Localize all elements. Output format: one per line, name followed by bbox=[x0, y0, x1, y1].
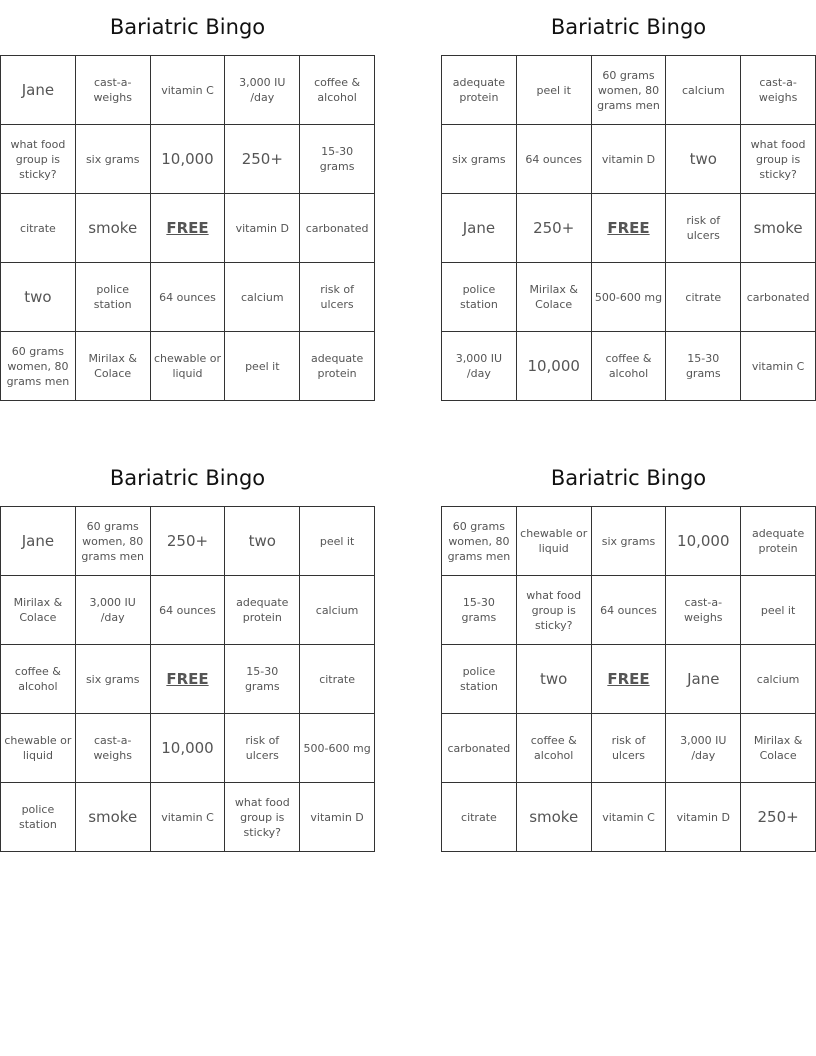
bingo-cell: 3,000 IU /day bbox=[75, 576, 150, 645]
grid-row bbox=[442, 125, 816, 194]
bingo-cell: 250+ bbox=[150, 507, 225, 576]
bingo-cell: peel it bbox=[300, 507, 375, 576]
bingo-cell: carbonated bbox=[442, 714, 517, 783]
bingo-cell: Mirilax & Colace bbox=[1, 576, 76, 645]
bingo-card-2 bbox=[441, 0, 816, 401]
bingo-cell: 10,000 bbox=[150, 714, 225, 783]
bingo-cell: police station bbox=[442, 263, 517, 332]
bingo-cell: Mirilax & Colace bbox=[741, 714, 816, 783]
grid-row bbox=[1, 507, 375, 576]
bingo-cell: Jane bbox=[442, 194, 517, 263]
bingo-cell: chewable or liquid bbox=[516, 507, 591, 576]
bingo-cell: 10,000 bbox=[150, 125, 225, 194]
bingo-cell: what food group is sticky? bbox=[225, 783, 300, 852]
bingo-cell: 500-600 mg bbox=[591, 263, 666, 332]
bingo-cell: adequate protein bbox=[741, 507, 816, 576]
bingo-cell: 3,000 IU /day bbox=[225, 56, 300, 125]
grid-row bbox=[1, 332, 375, 401]
bingo-cell: 3,000 IU /day bbox=[442, 332, 517, 401]
bingo-cell: citrate bbox=[300, 645, 375, 714]
grid-row bbox=[442, 194, 816, 263]
bingo-cell: 500-600 mg bbox=[300, 714, 375, 783]
free-space-cell: FREE bbox=[591, 645, 666, 714]
bingo-cell: 64 ounces bbox=[150, 576, 225, 645]
bingo-cell: 60 grams women, 80 grams men bbox=[75, 507, 150, 576]
bingo-cell: peel it bbox=[225, 332, 300, 401]
grid-row bbox=[1, 263, 375, 332]
bingo-cell: police station bbox=[1, 783, 76, 852]
bingo-cell: what food group is sticky? bbox=[741, 125, 816, 194]
bingo-cell: vitamin C bbox=[741, 332, 816, 401]
bingo-cell: risk of ulcers bbox=[225, 714, 300, 783]
bingo-cell: vitamin C bbox=[150, 783, 225, 852]
bingo-cell: 250+ bbox=[741, 783, 816, 852]
bingo-cell: 10,000 bbox=[516, 332, 591, 401]
grid-row bbox=[1, 714, 375, 783]
bingo-cell: 10,000 bbox=[666, 507, 741, 576]
bingo-cell: 15-30 grams bbox=[442, 576, 517, 645]
bingo-cell: smoke bbox=[75, 194, 150, 263]
bingo-cell: adequate protein bbox=[442, 56, 517, 125]
card-title: Bariatric Bingo bbox=[550, 466, 707, 490]
bingo-card-1 bbox=[0, 0, 375, 401]
bingo-cell: chewable or liquid bbox=[150, 332, 225, 401]
grid-row bbox=[442, 576, 816, 645]
bingo-cell: 60 grams women, 80 grams men bbox=[442, 507, 517, 576]
bingo-cell: cast-a-weighs bbox=[75, 56, 150, 125]
bingo-cell: cast-a-weighs bbox=[75, 714, 150, 783]
grid-row bbox=[1, 783, 375, 852]
bingo-cell: six grams bbox=[591, 507, 666, 576]
bingo-cell: vitamin C bbox=[150, 56, 225, 125]
bingo-cell: Mirilax & Colace bbox=[516, 263, 591, 332]
bingo-cell: 64 ounces bbox=[516, 125, 591, 194]
bingo-cell: vitamin D bbox=[225, 194, 300, 263]
card-title: Bariatric Bingo bbox=[550, 15, 707, 39]
grid-row bbox=[442, 332, 816, 401]
bingo-card-3 bbox=[0, 451, 375, 852]
bingo-cell: vitamin C bbox=[591, 783, 666, 852]
bingo-cell: cast-a-weighs bbox=[741, 56, 816, 125]
bingo-cell: smoke bbox=[75, 783, 150, 852]
bingo-cell: 250+ bbox=[225, 125, 300, 194]
bingo-card-4 bbox=[441, 451, 816, 852]
bingo-cell: six grams bbox=[75, 645, 150, 714]
bingo-cell: Jane bbox=[1, 507, 76, 576]
bingo-cell: peel it bbox=[516, 56, 591, 125]
bingo-cell: 15-30 grams bbox=[300, 125, 375, 194]
grid-row bbox=[442, 645, 816, 714]
card-title: Bariatric Bingo bbox=[109, 466, 266, 490]
bingo-cell: 15-30 grams bbox=[225, 645, 300, 714]
bingo-cell: what food group is sticky? bbox=[1, 125, 76, 194]
bingo-grid bbox=[0, 506, 375, 852]
bingo-cell: adequate protein bbox=[300, 332, 375, 401]
bingo-cell: peel it bbox=[741, 576, 816, 645]
free-space-cell: FREE bbox=[150, 645, 225, 714]
bingo-cell: six grams bbox=[442, 125, 517, 194]
bingo-cell: calcium bbox=[225, 263, 300, 332]
bingo-cell: risk of ulcers bbox=[666, 194, 741, 263]
grid-row bbox=[1, 125, 375, 194]
grid-row bbox=[442, 783, 816, 852]
bingo-cell: 64 ounces bbox=[591, 576, 666, 645]
bingo-cell: what food group is sticky? bbox=[516, 576, 591, 645]
grid-row bbox=[442, 714, 816, 783]
bingo-cell: vitamin D bbox=[300, 783, 375, 852]
bingo-cell: calcium bbox=[666, 56, 741, 125]
bingo-cell: calcium bbox=[300, 576, 375, 645]
grid-row bbox=[442, 507, 816, 576]
bingo-cell: Jane bbox=[666, 645, 741, 714]
bingo-cell: adequate protein bbox=[225, 576, 300, 645]
bingo-cell: coffee & alcohol bbox=[516, 714, 591, 783]
bingo-cell: 15-30 grams bbox=[666, 332, 741, 401]
bingo-cell: 3,000 IU /day bbox=[666, 714, 741, 783]
bingo-cell: police station bbox=[75, 263, 150, 332]
bingo-cell: 250+ bbox=[516, 194, 591, 263]
bingo-cell: 60 grams women, 80 grams men bbox=[591, 56, 666, 125]
bingo-cell: chewable or liquid bbox=[1, 714, 76, 783]
bingo-cell: coffee & alcohol bbox=[300, 56, 375, 125]
bingo-cell: six grams bbox=[75, 125, 150, 194]
bingo-cell: Mirilax & Colace bbox=[75, 332, 150, 401]
bingo-cell: smoke bbox=[516, 783, 591, 852]
free-space-cell: FREE bbox=[150, 194, 225, 263]
grid-row bbox=[442, 263, 816, 332]
bingo-cell: risk of ulcers bbox=[591, 714, 666, 783]
bingo-cell: coffee & alcohol bbox=[1, 645, 76, 714]
bingo-cell: calcium bbox=[741, 645, 816, 714]
bingo-cell: two bbox=[1, 263, 76, 332]
bingo-cell: citrate bbox=[666, 263, 741, 332]
card-title: Bariatric Bingo bbox=[109, 15, 266, 39]
bingo-cell: police station bbox=[442, 645, 517, 714]
bingo-cell: cast-a-weighs bbox=[666, 576, 741, 645]
bingo-cell: smoke bbox=[741, 194, 816, 263]
bingo-cell: two bbox=[225, 507, 300, 576]
bingo-grid bbox=[0, 55, 375, 401]
bingo-grid bbox=[441, 55, 816, 401]
grid-row bbox=[1, 56, 375, 125]
bingo-cell: coffee & alcohol bbox=[591, 332, 666, 401]
bingo-cell: 60 grams women, 80 grams men bbox=[1, 332, 76, 401]
bingo-cell: 64 ounces bbox=[150, 263, 225, 332]
grid-row bbox=[1, 645, 375, 714]
bingo-cell: Jane bbox=[1, 56, 76, 125]
bingo-cell: vitamin D bbox=[591, 125, 666, 194]
bingo-cell: vitamin D bbox=[666, 783, 741, 852]
bingo-cell: citrate bbox=[442, 783, 517, 852]
bingo-cell: carbonated bbox=[300, 194, 375, 263]
grid-row bbox=[1, 194, 375, 263]
free-space-cell: FREE bbox=[591, 194, 666, 263]
bingo-cell: citrate bbox=[1, 194, 76, 263]
bingo-cell: risk of ulcers bbox=[300, 263, 375, 332]
bingo-cell: two bbox=[666, 125, 741, 194]
bingo-cell: carbonated bbox=[741, 263, 816, 332]
grid-row bbox=[442, 56, 816, 125]
grid-row bbox=[1, 576, 375, 645]
bingo-cell: two bbox=[516, 645, 591, 714]
bingo-grid bbox=[441, 506, 816, 852]
